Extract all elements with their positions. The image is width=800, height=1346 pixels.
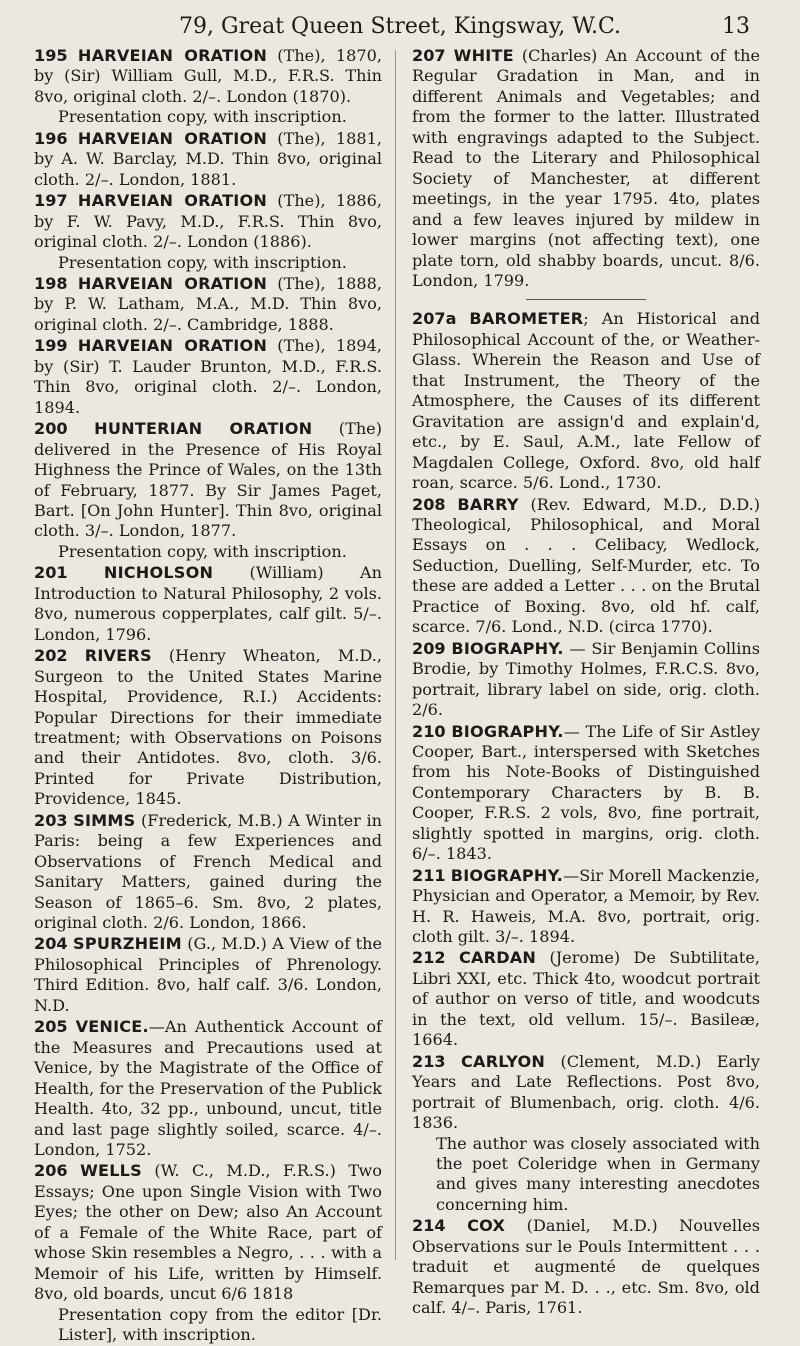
entry-description: (G., M.D.) A View of the Philosophical Principles of Phrenology. Third Edition. 8vo, half calf. 3/6. London, N.D. (34, 934, 382, 1015)
entry-description: (Henry Wheaton, M.D., Surgeon to the United States Marine Hospital, Providence, R.I.) Accidents: Popular Directions for their immediate treatment; with Observations on Poisons and their Antidotes. 8vo, cloth. 3/6. Printed for Private Distribution, Providence, 1845. (34, 646, 382, 809)
entry-heading: BIOGRAPHY. (451, 638, 564, 658)
catalogue-entry (412, 495, 760, 638)
catalogue-entry (34, 1161, 382, 1345)
entry-description: (Daniel, M.D.) Nouvelles Observations sur le Pouls Intermittent . . . traduit et augmenté de quelques Remarques par M. D. . ., etc. Sm. 8vo, old calf. 4/–. Paris, 1761. (412, 1216, 760, 1318)
left-column (34, 46, 382, 1346)
entry-number: 211 (412, 865, 446, 885)
page-number: 13 (722, 14, 750, 39)
entry-description: (The), 1870, by (Sir) William Gull, M.D., F.R.S. Thin 8vo, original cloth. 2/–. London (1870). (34, 46, 382, 106)
entry-heading: HARVEIAN ORATION (77, 273, 267, 293)
catalogue-entry (412, 866, 760, 948)
entry-number: 195 (34, 46, 68, 65)
entry-number: 196 (34, 128, 68, 148)
entry-description: — The Life of Sir Astley Cooper, Bart., interspersed with Sketches from his Note-Books of Distinguished Contemporary Characters by B. B. Cooper, F.R.S. 2 vols, 8vo, fine portrait, slightly spotted in margins, orig. cloth. 6/–. 1843. (412, 721, 760, 864)
entry-number: 203 (34, 810, 68, 830)
entry-number: 207a (412, 309, 457, 329)
catalogue-entry (34, 129, 382, 190)
entry-description: ; An Historical and Philosophical Account of the, or Weather-Glass. Wherein the Reason and Use of that Instrument, the Theory of the Atmosphere, the Causes of its different Gravitation are assign'd and explain'd, etc., by E. Saul, A.M., late Fellow of Magdalen College, Oxford. 8vo, old half roan, scarce. 5/6. Lond., 1730. (412, 309, 760, 493)
entry-heading: CARDAN (458, 948, 537, 968)
catalogue-entry (34, 46, 382, 128)
catalogue-entry (412, 948, 760, 1050)
entry-note: Presentation copy, with inscription. (58, 252, 347, 272)
entry-description: —An Authentick Account of the Measures and Precautions used at Venice, by the Magistrate of the Office of Health, for the Preservation of the Publick Health. 4to, 32 pp., unbound, uncut, title and last page slightly soiled, scarce. 4/–. London, 1752. (34, 1017, 382, 1160)
entry-number: 212 (412, 948, 446, 968)
entry-number: 197 (34, 191, 68, 211)
entry-heading: COX (467, 1216, 506, 1236)
entry-heading: HARVEIAN ORATION (77, 191, 267, 211)
entry-number: 214 (412, 1216, 446, 1236)
entry-number: 199 (34, 336, 68, 356)
entry-heading: VENICE. (75, 1017, 149, 1037)
entry-heading: WELLS (80, 1161, 142, 1181)
entry-description: (Clement, M.D.) Early Years and Late Reflections. Post 8vo, portrait of Blumenbach, orig. cloth. 4/6. 1836. (412, 1051, 760, 1133)
entry-note: Presentation copy, with inscription. (58, 107, 347, 127)
catalogue-entry (34, 419, 382, 562)
entry-number: 205 (34, 1017, 68, 1037)
entry-description: (Charles) An Account of the Regular Gradation in Man, and in different Animals and Vegetables; and from the former to the latter. Illustrated with engravings adapted to the Subject. Read to the Literary and Philosophical Society of Manchester, at different meetings, in the year 1795. 4to, plates and a few leaves injured by mildew in lower margins (not affecting text), one plate torn, old shabby boards, uncut. 8/6. London, 1799. (412, 46, 760, 290)
catalogue-entry (34, 646, 382, 810)
entry-number: 207 (412, 46, 446, 65)
separator-rule (526, 299, 646, 300)
entry-description: (The), 1894, by (Sir) T. Lauder Brunton, M.D., F.R.S. Thin 8vo, original cloth. 2/–. London, 1894. (34, 336, 382, 417)
catalogue-entry (412, 1052, 760, 1216)
entry-number: 198 (34, 273, 68, 293)
catalogue-entry (412, 309, 760, 493)
entry-number: 201 (34, 563, 68, 583)
entry-description: (William) An Introduction to Natural Philosophy, 2 vols. 8vo, numerous copperplates, calf gilt. 5/–. London, 1796. (34, 563, 382, 644)
entry-heading: HARVEIAN ORATION (77, 46, 267, 65)
entry-number: 200 (34, 419, 68, 439)
entry-note: Presentation copy, with inscription. (58, 541, 347, 561)
entry-description: (Jerome) De Subtilitate, Libri XXI, etc. Thick 4to, woodcut portrait of author on verso of title, and woodcuts in the text, old vellum. 15/–. Basileæ, 1664. (412, 948, 761, 1050)
catalogue-entry (34, 811, 382, 934)
column-divider (395, 50, 396, 1260)
entry-heading: NICHOLSON (103, 563, 214, 583)
entry-number: 206 (34, 1161, 68, 1181)
entry-heading: SIMMS (73, 810, 136, 830)
entry-note: The author was closely associated with the poet Coleridge when in Germany and gives many interesting anecdotes concerning him. (436, 1133, 760, 1214)
entry-note: Presentation copy from the editor [Dr. Lister], with inscription. (58, 1304, 382, 1345)
catalogue-entry (412, 722, 760, 865)
entry-description: (The), 1881, by A. W. Barclay, M.D. Thin 8vo, original cloth. 2/–. London, 1881. (34, 128, 382, 189)
page-header (0, 12, 800, 42)
entry-description: (The), 1886, by F. W. Pavy, M.D., F.R.S. Thin 8vo, original cloth. 2/–. London (1886). (34, 191, 382, 252)
entry-number: 204 (34, 934, 68, 954)
entry-heading: BAROMETER (469, 309, 584, 329)
entry-heading: WHITE (453, 46, 514, 65)
header-address: 79, Great Queen Street, Kingsway, W.C. (179, 14, 621, 39)
entry-number: 210 (412, 721, 446, 741)
catalogue-entry (34, 274, 382, 335)
entry-heading: HUNTERIAN ORATION (94, 419, 313, 439)
catalogue-entry (34, 563, 382, 645)
entry-heading: BIOGRAPHY. (451, 721, 564, 741)
entry-heading: HARVEIAN ORATION (77, 336, 267, 356)
entry-description: (The), 1888, by P. W. Latham, M.A., M.D. Thin 8vo, original cloth. 2/–. Cambridge, 1888. (34, 273, 382, 334)
entry-heading: SPURZHEIM (73, 934, 182, 954)
entry-heading: CARLYON (461, 1051, 546, 1071)
entry-description: (W. C., M.D., F.R.S.) Two Essays; One upon Single Vision with Two Eyes; the other on Dew; also An Account of a Female of the White Race, part of whose Skin resembles a Negro, . . . with a Memoir of his Life, written by Himself. 8vo, old boards, uncut 6/6 1818 (34, 1161, 382, 1304)
catalogue-entry (412, 639, 760, 721)
catalogue-entry (34, 336, 382, 418)
catalogue-entry (34, 191, 382, 273)
entry-number: 213 (412, 1051, 446, 1071)
entry-heading: HARVEIAN ORATION (77, 128, 267, 148)
catalogue-entry (34, 1017, 382, 1160)
entry-heading: BARRY (457, 494, 519, 514)
catalogue-entry (412, 46, 760, 291)
entry-description: (The) delivered in the Presence of His Royal Highness the Prince of Wales, on the 13th of February, 1877. By Sir James Paget, Bart. [On John Hunter]. Thin 8vo, original cloth. 3/–. London, 1877. (34, 419, 382, 541)
entry-heading: RIVERS (84, 646, 152, 666)
entry-description: (Frederick, M.B.) A Winter in Paris: being a few Experiences and Observations of French Medical and Sanitary Matters, gained during the Season of 1865–6. Sm. 8vo, 2 plates, original cloth. 2/6. London, 1866. (34, 810, 382, 933)
right-column (412, 46, 760, 1319)
entry-number: 209 (412, 638, 446, 658)
entry-heading: BIOGRAPHY. (450, 865, 564, 885)
entry-description: —Sir Morell Mackenzie, Physician and Operator, a Memoir, by Rev. H. R. Haweis, M.A. 8vo, portrait, orig. cloth gilt. 3/–. 1894. (412, 865, 760, 947)
entry-description: — Sir Benjamin Collins Brodie, by Timothy Holmes, F.R.C.S. 8vo, portrait, library label on side, orig. cloth. 2/6. (412, 638, 760, 720)
entry-description: (Rev. Edward, M.D., D.D.) Theological, Philosophical, and Moral Essays on . . . Celibacy, Wedlock, Seduction, Duelling, Self-Murder, etc. To these are added a Letter . . . on the Brutal Practice of Boxing. 8vo, old hf. calf, scarce. 7/6. Lond., N.D. (circa 1770). (412, 494, 760, 637)
catalogue-entry (412, 1216, 760, 1318)
entry-number: 208 (412, 494, 446, 514)
catalogue-entry (34, 934, 382, 1016)
entry-number: 202 (34, 646, 68, 666)
